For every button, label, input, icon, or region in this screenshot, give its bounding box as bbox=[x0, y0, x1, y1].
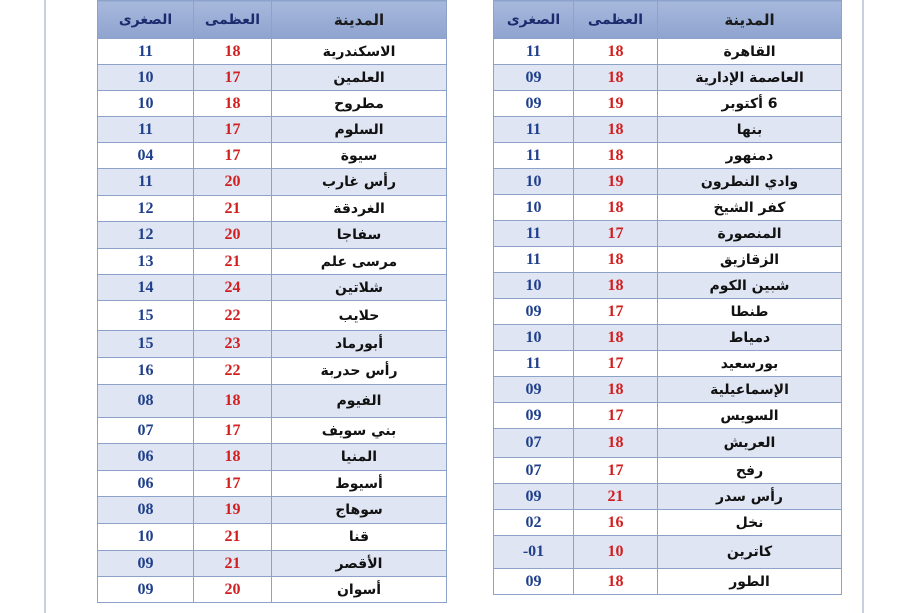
max-temp-cell: 18 bbox=[574, 325, 658, 351]
max-temp-cell: 23 bbox=[194, 331, 272, 358]
city-header: المدينة bbox=[272, 1, 447, 39]
city-name-cell: أبورماد bbox=[272, 331, 447, 358]
table-row bbox=[494, 351, 842, 377]
min-header: الصغرى bbox=[98, 1, 194, 39]
min-temp-cell: 16 bbox=[98, 358, 194, 385]
max-temp-cell: 19 bbox=[574, 91, 658, 117]
city-name-cell: العاصمة الإدارية bbox=[658, 65, 842, 91]
min-temp-cell: 09 bbox=[494, 569, 574, 595]
city-name-cell: العلمين bbox=[272, 65, 447, 91]
table-row bbox=[98, 169, 447, 196]
city-name-cell: شبين الكوم bbox=[658, 273, 842, 299]
city-name-cell: أسوان bbox=[272, 577, 447, 603]
max-temp-cell: 18 bbox=[194, 91, 272, 117]
table-row bbox=[494, 325, 842, 351]
city-name-cell: السلوم bbox=[272, 117, 447, 143]
min-temp-cell: 11 bbox=[98, 39, 194, 65]
city-name-cell: سيوة bbox=[272, 143, 447, 169]
city-name-cell: بنها bbox=[658, 117, 842, 143]
table-row bbox=[494, 39, 842, 65]
max-temp-cell: 22 bbox=[194, 301, 272, 331]
max-temp-cell: 17 bbox=[574, 299, 658, 325]
min-temp-cell: 06 bbox=[98, 444, 194, 471]
table-row bbox=[98, 91, 447, 117]
table-row bbox=[494, 221, 842, 247]
max-temp-cell: 24 bbox=[194, 275, 272, 301]
max-temp-cell: 21 bbox=[194, 551, 272, 577]
table-row bbox=[98, 222, 447, 249]
max-temp-cell: 18 bbox=[574, 247, 658, 273]
min-temp-cell: 02 bbox=[494, 510, 574, 536]
table-row bbox=[98, 444, 447, 471]
min-temp-cell: 15 bbox=[98, 301, 194, 331]
min-temp-cell: 09 bbox=[98, 551, 194, 577]
city-name-cell: المنصورة bbox=[658, 221, 842, 247]
city-name-cell: دمياط bbox=[658, 325, 842, 351]
max-header: العظمى bbox=[574, 1, 658, 39]
min-temp-cell: 10 bbox=[494, 273, 574, 299]
table-row bbox=[494, 484, 842, 510]
max-temp-cell: 17 bbox=[194, 418, 272, 444]
min-temp-cell: 11 bbox=[98, 117, 194, 143]
table-row bbox=[98, 117, 447, 143]
min-temp-cell: 11 bbox=[494, 351, 574, 377]
min-temp-cell: 09 bbox=[494, 91, 574, 117]
table-row bbox=[494, 299, 842, 325]
table-row bbox=[98, 249, 447, 275]
max-temp-cell: 19 bbox=[194, 497, 272, 524]
min-temp-cell: 09 bbox=[494, 403, 574, 429]
min-temp-cell: 09 bbox=[494, 377, 574, 403]
city-name-cell: الطور bbox=[658, 569, 842, 595]
max-temp-cell: 17 bbox=[574, 458, 658, 484]
min-temp-cell: 14 bbox=[98, 275, 194, 301]
max-temp-cell: 22 bbox=[194, 358, 272, 385]
table-row bbox=[98, 143, 447, 169]
table-row bbox=[494, 510, 842, 536]
table-row bbox=[98, 275, 447, 301]
max-temp-cell: 20 bbox=[194, 577, 272, 603]
table-row bbox=[98, 39, 447, 65]
right-frame-line bbox=[862, 0, 864, 613]
min-temp-cell: 09 bbox=[494, 65, 574, 91]
table-row bbox=[494, 403, 842, 429]
table-row bbox=[494, 377, 842, 403]
min-temp-cell: 10 bbox=[494, 195, 574, 221]
max-temp-cell: 16 bbox=[574, 510, 658, 536]
city-name-cell: دمنهور bbox=[658, 143, 842, 169]
min-temp-cell: 10 bbox=[494, 325, 574, 351]
max-temp-cell: 20 bbox=[194, 222, 272, 249]
city-name-cell: مطروح bbox=[272, 91, 447, 117]
table-row bbox=[98, 385, 447, 418]
table-row bbox=[98, 65, 447, 91]
max-temp-cell: 18 bbox=[574, 429, 658, 458]
min-temp-cell: 04 bbox=[98, 143, 194, 169]
max-header: العظمى bbox=[194, 1, 272, 39]
city-name-cell: بني سويف bbox=[272, 418, 447, 444]
city-name-cell: رأس غارب bbox=[272, 169, 447, 196]
table-row bbox=[494, 458, 842, 484]
table-row bbox=[98, 471, 447, 497]
min-temp-cell: 11 bbox=[494, 143, 574, 169]
max-temp-cell: 17 bbox=[194, 143, 272, 169]
city-name-cell: العريش bbox=[658, 429, 842, 458]
max-temp-cell: 18 bbox=[574, 65, 658, 91]
city-name-cell: سوهاج bbox=[272, 497, 447, 524]
max-temp-cell: 10 bbox=[574, 536, 658, 569]
city-name-cell: أسيوط bbox=[272, 471, 447, 497]
max-temp-cell: 18 bbox=[194, 39, 272, 65]
city-name-cell: وادي النطرون bbox=[658, 169, 842, 195]
city-name-cell: حلايب bbox=[272, 301, 447, 331]
min-temp-cell: 11 bbox=[494, 221, 574, 247]
city-name-cell: القاهرة bbox=[658, 39, 842, 65]
city-name-cell: طنطا bbox=[658, 299, 842, 325]
table-row bbox=[98, 577, 447, 603]
min-temp-cell: 06 bbox=[98, 471, 194, 497]
table-row bbox=[98, 418, 447, 444]
min-temp-cell: 11 bbox=[98, 169, 194, 196]
table-row bbox=[494, 65, 842, 91]
min-temp-cell: 07 bbox=[494, 429, 574, 458]
max-temp-cell: 17 bbox=[194, 471, 272, 497]
city-name-cell: الإسماعيلية bbox=[658, 377, 842, 403]
min-temp-cell: 11 bbox=[494, 247, 574, 273]
right-temperature-table bbox=[493, 0, 842, 595]
city-name-cell: المنيا bbox=[272, 444, 447, 471]
min-temp-cell: 07 bbox=[98, 418, 194, 444]
max-temp-cell: 18 bbox=[194, 444, 272, 471]
city-header: المدينة bbox=[658, 1, 842, 39]
min-temp-cell: 08 bbox=[98, 497, 194, 524]
max-temp-cell: 19 bbox=[574, 169, 658, 195]
city-name-cell: 6 أكتوبر bbox=[658, 91, 842, 117]
min-temp-cell: 10 bbox=[494, 169, 574, 195]
table-row bbox=[98, 524, 447, 551]
max-temp-cell: 18 bbox=[574, 195, 658, 221]
min-temp-cell: 15 bbox=[98, 331, 194, 358]
city-name-cell: رأس سدر bbox=[658, 484, 842, 510]
max-temp-cell: 18 bbox=[574, 569, 658, 595]
table-row bbox=[494, 536, 842, 569]
city-name-cell: الأقصر bbox=[272, 551, 447, 577]
city-name-cell: كفر الشيخ bbox=[658, 195, 842, 221]
table-row bbox=[494, 91, 842, 117]
city-name-cell: الاسكندرية bbox=[272, 39, 447, 65]
city-name-cell: كاترين bbox=[658, 536, 842, 569]
max-temp-cell: 21 bbox=[194, 196, 272, 222]
city-name-cell: رفح bbox=[658, 458, 842, 484]
min-temp-cell: 09 bbox=[98, 577, 194, 603]
max-temp-cell: 17 bbox=[574, 221, 658, 247]
min-temp-cell: 07 bbox=[494, 458, 574, 484]
max-temp-cell: 18 bbox=[574, 117, 658, 143]
table-row bbox=[98, 331, 447, 358]
city-name-cell: شلاتين bbox=[272, 275, 447, 301]
table-row bbox=[494, 569, 842, 595]
max-temp-cell: 18 bbox=[574, 39, 658, 65]
max-temp-cell: 18 bbox=[574, 273, 658, 299]
city-name-cell: السويس bbox=[658, 403, 842, 429]
max-temp-cell: 17 bbox=[574, 403, 658, 429]
max-temp-cell: 18 bbox=[574, 377, 658, 403]
min-temp-cell: 08 bbox=[98, 385, 194, 418]
max-temp-cell: 21 bbox=[194, 524, 272, 551]
city-name-cell: الزقازيق bbox=[658, 247, 842, 273]
city-name-cell: بورسعيد bbox=[658, 351, 842, 377]
city-name-cell: مرسى علم bbox=[272, 249, 447, 275]
city-name-cell: الغردقة bbox=[272, 196, 447, 222]
table-row bbox=[494, 429, 842, 458]
max-temp-cell: 18 bbox=[194, 385, 272, 418]
table-row bbox=[494, 117, 842, 143]
table-row bbox=[494, 273, 842, 299]
min-header: الصغرى bbox=[494, 1, 574, 39]
table-row bbox=[98, 196, 447, 222]
table-row bbox=[98, 301, 447, 331]
table-row bbox=[494, 143, 842, 169]
min-temp-cell: 10 bbox=[98, 65, 194, 91]
min-temp-cell: 11 bbox=[494, 39, 574, 65]
city-name-cell: رأس حدربة bbox=[272, 358, 447, 385]
city-name-cell: سفاجا bbox=[272, 222, 447, 249]
city-name-cell: الفيوم bbox=[272, 385, 447, 418]
max-temp-cell: 17 bbox=[194, 117, 272, 143]
table-row bbox=[98, 358, 447, 385]
min-temp-cell: 09 bbox=[494, 484, 574, 510]
city-name-cell: قنا bbox=[272, 524, 447, 551]
left-frame-line bbox=[44, 0, 46, 613]
min-temp-cell: -01 bbox=[494, 536, 574, 569]
max-temp-cell: 17 bbox=[194, 65, 272, 91]
min-temp-cell: 10 bbox=[98, 524, 194, 551]
min-temp-cell: 13 bbox=[98, 249, 194, 275]
table-row bbox=[494, 169, 842, 195]
city-name-cell: نخل bbox=[658, 510, 842, 536]
table-row bbox=[98, 551, 447, 577]
table-row bbox=[494, 247, 842, 273]
max-temp-cell: 20 bbox=[194, 169, 272, 196]
max-temp-cell: 18 bbox=[574, 143, 658, 169]
max-temp-cell: 21 bbox=[194, 249, 272, 275]
min-temp-cell: 09 bbox=[494, 299, 574, 325]
table-row bbox=[494, 195, 842, 221]
max-temp-cell: 21 bbox=[574, 484, 658, 510]
min-temp-cell: 11 bbox=[494, 117, 574, 143]
min-temp-cell: 12 bbox=[98, 196, 194, 222]
left-temperature-table bbox=[97, 0, 447, 603]
max-temp-cell: 17 bbox=[574, 351, 658, 377]
min-temp-cell: 10 bbox=[98, 91, 194, 117]
table-row bbox=[98, 497, 447, 524]
min-temp-cell: 12 bbox=[98, 222, 194, 249]
